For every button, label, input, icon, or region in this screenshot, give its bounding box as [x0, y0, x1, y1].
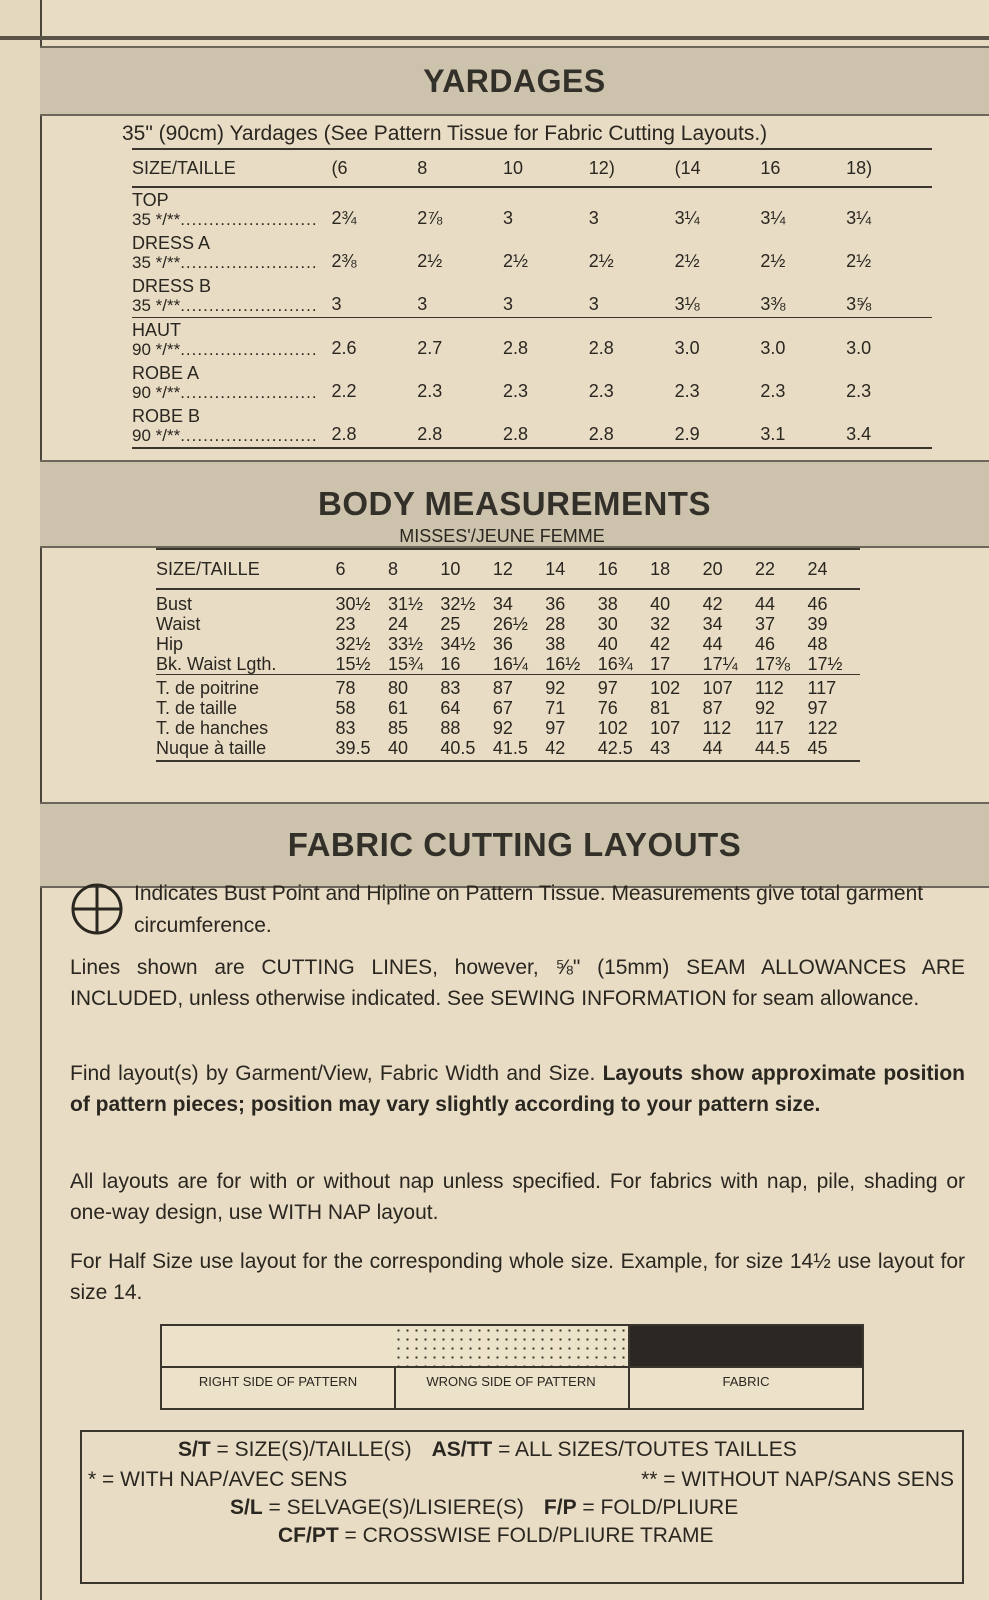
- measurement-value: 81: [650, 698, 671, 718]
- legend-label: WRONG SIDE OF PATTERN: [426, 1374, 596, 1389]
- garment-name: HAUT: [132, 320, 181, 340]
- yardage-value: 2.3: [760, 381, 786, 401]
- measurement-value: 28: [545, 614, 566, 634]
- measurement-value: 26½: [492, 614, 528, 634]
- yardage-value: 3¼: [846, 208, 872, 228]
- fabric-swatch: [630, 1326, 862, 1368]
- yardage-value: 3⅛: [674, 294, 700, 314]
- yardage-value: 3: [417, 294, 428, 314]
- table-row: [132, 274, 932, 318]
- measurement-value: 107: [650, 718, 681, 738]
- measurement-value: 107: [703, 675, 755, 699]
- yardage-value: 2⅞: [417, 208, 443, 228]
- measurement-label: T. de taille: [156, 698, 238, 718]
- measurement-value: 24: [387, 614, 408, 634]
- measurement-value: 112: [755, 675, 807, 699]
- yardage-value: 3: [503, 294, 514, 314]
- measurement-value: 92: [545, 675, 597, 699]
- garment-name: DRESS B: [132, 276, 212, 296]
- yardage-value: 2.3: [503, 381, 529, 401]
- measurement-value: 34: [492, 594, 513, 614]
- yardage-value: 2.7: [417, 318, 503, 362]
- measurement-value: 16¼: [492, 654, 528, 674]
- yardage-value: 3¼: [674, 208, 700, 228]
- table-row: [156, 698, 860, 718]
- measurement-value: 42: [650, 634, 671, 654]
- header-cell: 24: [807, 549, 860, 589]
- header-cell: 16: [760, 149, 846, 187]
- body-measurements-table: [156, 548, 860, 762]
- abbr-line-selvage-fold: S/L = SELVAGE(S)/LISIERE(S) F/P = FOLD/PLIURE: [230, 1496, 739, 1519]
- yardage-value: 2½: [417, 251, 443, 271]
- bust-point-text: Indicates Bust Point and Hipline on Pattern Tissue. Measurements give total garment circumference.: [134, 882, 924, 937]
- header-cell: 12: [493, 549, 545, 589]
- header-cell: 10: [503, 149, 589, 187]
- measurement-value: 44: [702, 634, 723, 654]
- body-measurements-title: BODY MEASUREMENTS: [40, 460, 989, 548]
- measurement-value: 46: [755, 634, 776, 654]
- measurement-value: 44.5: [755, 738, 807, 761]
- yardage-value: 2.8: [589, 404, 675, 448]
- measurement-value: 39.5: [336, 738, 388, 761]
- measurement-value: 80: [388, 675, 440, 699]
- measurement-value: 17¼: [702, 654, 738, 674]
- fabric-width-code: 90 */**........................: [132, 340, 318, 359]
- header-cell: SIZE/TAILLE: [132, 149, 331, 187]
- header-cell: 16: [598, 549, 650, 589]
- measurement-value: 61: [387, 698, 408, 718]
- measurement-label: Bk. Waist Lgth.: [156, 654, 277, 674]
- pattern-legend: [160, 1324, 864, 1410]
- table-row: [132, 404, 932, 448]
- measurement-value: 15½: [335, 654, 371, 674]
- measurement-value: 64: [440, 698, 461, 718]
- table-row: [156, 654, 860, 675]
- measurement-value: 32½: [440, 594, 476, 614]
- measurement-value: 23: [335, 614, 356, 634]
- yardage-value: 2.3: [674, 381, 700, 401]
- measurement-value: 40: [650, 594, 671, 614]
- measurement-value: 42: [545, 738, 597, 761]
- instruction-sheet: [40, 40, 989, 1600]
- measurement-value: 33½: [387, 634, 423, 654]
- yardage-value: 3.1: [760, 404, 846, 448]
- measurement-value: 97: [598, 675, 650, 699]
- yardage-value: 3⅝: [846, 294, 872, 314]
- header-cell: 12): [589, 149, 675, 187]
- measurement-value: 30½: [335, 594, 371, 614]
- measurement-value: 71: [545, 698, 566, 718]
- yardage-value: 3.0: [760, 318, 846, 362]
- yardage-value: 3: [503, 208, 514, 228]
- measurement-value: 31½: [387, 594, 423, 614]
- measurement-value: 44: [755, 594, 776, 614]
- header-cell: (14: [675, 149, 761, 187]
- measurement-value: 97: [545, 718, 566, 738]
- yardages-subtitle: 35" (90cm) Yardages (See Pattern Tissue for Fabric Cutting Layouts.): [122, 122, 768, 145]
- abbr-with-nap: * = WITH NAP/AVEC SENS: [88, 1468, 348, 1491]
- yardage-value: 2.3: [588, 381, 614, 401]
- yardage-value: 2.9: [675, 404, 761, 448]
- yardage-value: 2.3: [417, 381, 443, 401]
- legend-label: FABRIC: [722, 1374, 770, 1389]
- page-margin: [0, 0, 42, 1600]
- measurement-value: 102: [597, 718, 628, 738]
- measurement-value: 122: [807, 718, 838, 738]
- measurement-value: 43: [650, 738, 702, 761]
- measurement-label: T. de poitrine: [156, 675, 336, 699]
- measurement-label: T. de hanches: [156, 718, 269, 738]
- header-cell: (6: [331, 149, 417, 187]
- yardage-value: 2.8: [589, 318, 675, 362]
- yardage-value: 2¾: [331, 208, 357, 228]
- yardage-value: 2.6: [331, 318, 417, 362]
- measurement-value: 88: [440, 718, 461, 738]
- measurement-label: Waist: [156, 614, 201, 634]
- table-row: [156, 589, 860, 614]
- measurement-value: 48: [807, 634, 828, 654]
- measurement-value: 39: [807, 614, 828, 634]
- measurement-value: 30: [597, 614, 618, 634]
- measurement-value: 41.5: [493, 738, 545, 761]
- yardage-value: 2.8: [503, 318, 589, 362]
- measurement-value: 85: [387, 718, 408, 738]
- measurement-value: 38: [597, 594, 618, 614]
- fabric-width-code: 35 */**........................: [132, 253, 318, 272]
- yardage-value: 2.8: [503, 404, 589, 448]
- yardages-table: [132, 148, 932, 449]
- measurement-value: 117: [755, 718, 784, 738]
- header-cell: 6: [336, 549, 388, 589]
- measurement-value: 38: [545, 634, 566, 654]
- abbr-without-nap: ** = WITHOUT NAP/SANS SENS: [641, 1468, 954, 1491]
- find-layout-text: Find layout(s) by Garment/View, Fabric Width and Size.: [70, 1062, 596, 1085]
- legend-wrong-side: [394, 1326, 630, 1408]
- yardage-value: 2.8: [417, 404, 503, 448]
- garment-name: DRESS A: [132, 233, 211, 253]
- header-cell: 20: [703, 549, 755, 589]
- garment-name: ROBE B: [132, 406, 201, 426]
- measurement-value: 32: [650, 614, 671, 634]
- measurement-label: Hip: [156, 634, 184, 654]
- measurement-value: 92: [755, 698, 776, 718]
- measurement-value: 83: [335, 718, 356, 738]
- measurement-value: 25: [440, 614, 461, 634]
- measurement-value: 17: [650, 654, 671, 674]
- yardage-value: 3: [331, 294, 342, 314]
- measurement-value: 92: [492, 718, 513, 738]
- yardage-value: 3¼: [760, 208, 786, 228]
- table-row: [132, 231, 932, 274]
- body-header-row: [156, 549, 860, 589]
- body-caption: MISSES'/JEUNE FEMME: [399, 526, 605, 546]
- half-size-paragraph: For Half Size use layout for the corresponding whole size. Example, for size 14½ use layout for size 14.: [70, 1250, 965, 1304]
- fabric-width-code: 90 */**........................: [132, 426, 318, 445]
- measurement-label: Nuque à taille: [156, 738, 336, 761]
- yardages-title: YARDAGES: [40, 46, 989, 116]
- garment-name: TOP: [132, 190, 169, 210]
- abbr-line-sizes: S/T = SIZE(S)/TAILLE(S) AS/TT = ALL SIZES/TOUTES TAILLES: [178, 1438, 797, 1461]
- measurement-label: Bust: [156, 594, 193, 614]
- measurement-value: 34½: [440, 634, 476, 654]
- yardage-value: 2½: [503, 251, 529, 271]
- header-cell: 22: [755, 549, 807, 589]
- measurement-value: 36: [545, 594, 566, 614]
- garment-name: ROBE A: [132, 363, 200, 383]
- right-side-swatch: [162, 1326, 394, 1368]
- yardage-value: 3.0: [846, 318, 932, 362]
- wrong-side-swatch: [394, 1326, 628, 1368]
- find-layout-paragraph: [70, 1058, 965, 1120]
- fabric-width-code: 90 */**........................: [132, 383, 318, 402]
- header-cell: 10: [440, 549, 492, 589]
- table-row: [156, 614, 860, 634]
- bust-point-crosshair-icon: [70, 882, 124, 936]
- abbr-line-crosswise: CF/PT = CROSSWISE FOLD/PLIURE TRAME: [278, 1524, 714, 1547]
- measurement-value: 15¾: [387, 654, 423, 674]
- measurement-value: 44: [703, 738, 755, 761]
- measurement-value: 42: [702, 594, 723, 614]
- measurement-value: 40.5: [440, 738, 492, 761]
- measurement-value: 67: [492, 698, 513, 718]
- table-row: [156, 718, 860, 738]
- table-row: [156, 675, 860, 699]
- header-cell: 18): [846, 149, 932, 187]
- yardage-value: 2.3: [846, 381, 872, 401]
- measurement-value: 58: [335, 698, 356, 718]
- table-row: [156, 634, 860, 654]
- abbreviations-key: [80, 1430, 964, 1584]
- legend-right-side: [162, 1326, 396, 1408]
- measurement-value: 117: [807, 675, 860, 699]
- measurement-value: 102: [650, 675, 702, 699]
- yardage-value: 2.2: [331, 381, 357, 401]
- fabric-width-code: 35 */**........................: [132, 210, 318, 229]
- measurement-value: 40: [388, 738, 440, 761]
- measurement-value: 36: [492, 634, 513, 654]
- measurement-value: 32½: [335, 634, 371, 654]
- nap-paragraph: All layouts are for with or without nap unless specified. For fabrics with nap, pile, shading or one-way design, use WITH NAP layout.: [70, 1170, 965, 1224]
- measurement-value: 83: [440, 675, 492, 699]
- measurement-value: 112: [702, 718, 732, 738]
- yardage-value: 2½: [588, 251, 614, 271]
- layout-position-note: Layouts show approximate position of pattern pieces; position may vary slightly according to your pattern size.: [70, 1062, 966, 1116]
- legend-fabric: [630, 1326, 862, 1408]
- yardage-value: 2.8: [331, 404, 417, 448]
- yardage-value: 2⅜: [331, 251, 357, 271]
- table-row: [132, 187, 932, 231]
- cutting-lines-paragraph: Lines shown are CUTTING LINES, however, ⅝" (15mm) SEAM ALLOWANCES ARE INCLUDED, unless otherwise indicated. See SEWING INFORMATION for seam allowance.: [70, 956, 965, 1010]
- measurement-value: 76: [597, 698, 618, 718]
- measurement-value: 16¾: [597, 654, 633, 674]
- fabric-width-code: 35 */**........................: [132, 296, 318, 315]
- table-row: [156, 738, 860, 761]
- yardages-header-row: [132, 149, 932, 187]
- measurement-value: 45: [807, 738, 860, 761]
- yardage-value: 3.0: [675, 318, 761, 362]
- measurement-value: 87: [702, 698, 723, 718]
- yardage-value: 3.4: [846, 404, 932, 448]
- yardage-value: 3: [588, 208, 599, 228]
- measurement-value: 34: [702, 614, 723, 634]
- yardage-value: 2½: [846, 251, 872, 271]
- yardage-value: 3⅜: [760, 294, 786, 314]
- measurement-value: 17½: [807, 654, 843, 674]
- header-cell: SIZE/TAILLE: [156, 549, 336, 589]
- legend-label: RIGHT SIDE OF PATTERN: [198, 1374, 358, 1389]
- header-cell: 8: [417, 149, 503, 187]
- table-row: [132, 361, 932, 404]
- header-cell: 18: [650, 549, 702, 589]
- table-row: [132, 318, 932, 362]
- yardage-value: 3: [588, 294, 599, 314]
- measurement-value: 16: [440, 654, 461, 674]
- yardage-value: 2½: [674, 251, 700, 271]
- measurement-value: 87: [493, 675, 545, 699]
- measurement-value: 37: [755, 614, 776, 634]
- measurement-value: 46: [807, 594, 828, 614]
- fabric-cutting-title: FABRIC CUTTING LAYOUTS: [40, 802, 989, 888]
- measurement-value: 16½: [545, 654, 581, 674]
- measurement-value: 42.5: [598, 738, 650, 761]
- measurement-value: 40: [597, 634, 618, 654]
- header-cell: 8: [388, 549, 440, 589]
- header-cell: 14: [545, 549, 597, 589]
- measurement-value: 97: [807, 698, 828, 718]
- measurement-value: 78: [336, 675, 388, 699]
- measurement-value: 17⅜: [755, 654, 791, 674]
- yardage-value: 2½: [760, 251, 786, 271]
